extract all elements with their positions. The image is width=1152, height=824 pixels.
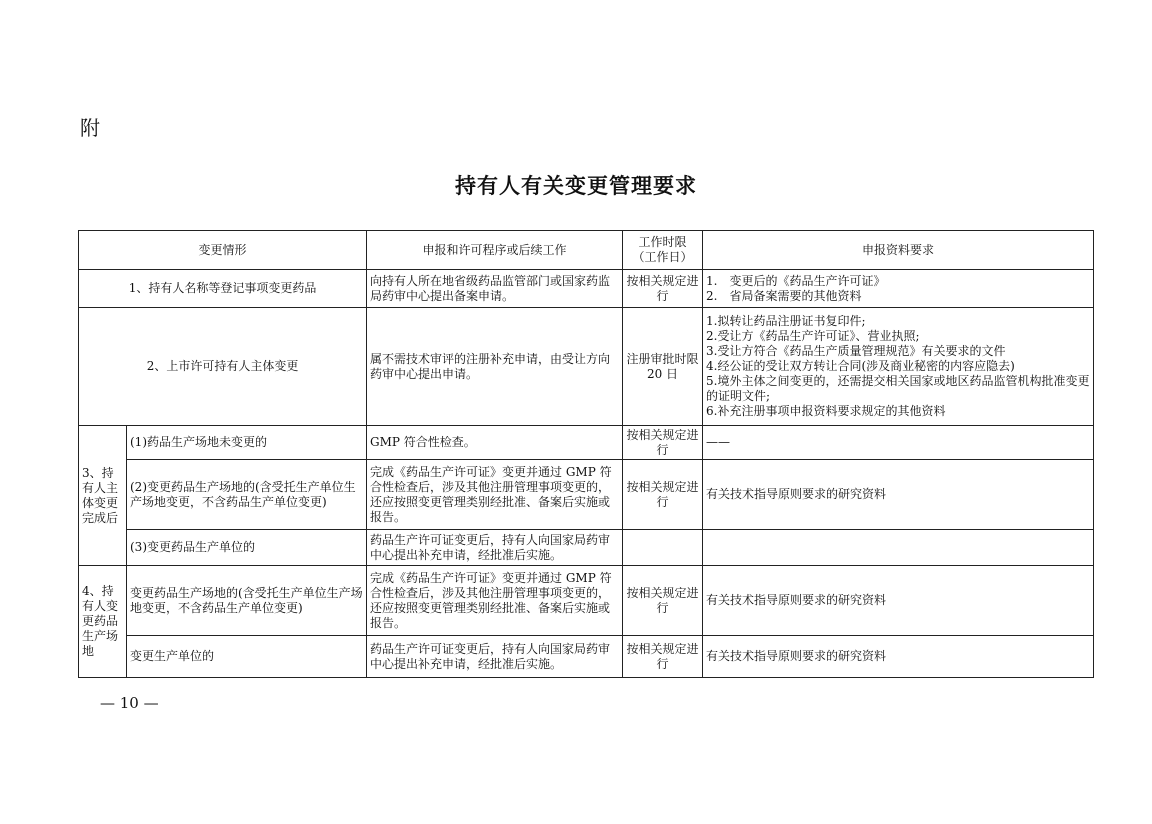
table-row (79, 530, 1094, 566)
group3-sub1-situation: (1)药品生产场地未变更的 (127, 426, 367, 460)
group4-label: 4、持有人变更药品生产场地 (79, 566, 127, 678)
row2-material-item: 4.经公证的受让双方转让合同(涉及商业秘密的内容应隐去) (706, 359, 1015, 373)
group4-sub2-materials: 有关技术指导原则要求的研究资料 (703, 636, 1094, 678)
row2-procedure: 属不需技术审评的注册补充申请，由受让方向药审中心提出申请。 (367, 308, 623, 426)
row1-time: 按相关规定进行 (623, 270, 703, 308)
table-row (79, 636, 1094, 678)
header-row (79, 231, 1094, 270)
table-row (79, 426, 1094, 460)
change-requirements-table (78, 230, 1094, 678)
row2-material-item: 2.受让方《药品生产许可证》、营业执照; (706, 329, 920, 343)
row1-procedure: 向持有人所在地省级药品监管部门或国家药监局药审中心提出备案申请。 (367, 270, 623, 308)
group4-sub1-situation: 变更药品生产场地的(含受托生产单位生产场地变更，不含药品生产单位变更) (127, 566, 367, 636)
table-row (79, 460, 1094, 530)
table-row (79, 270, 1094, 308)
row2-material-item: 5.境外主体之间变更的，还需提交相关国家或地区药品监管机构批准变更的证明文件; (706, 374, 1090, 403)
header-procedure: 申报和许可程序或后续工作 (367, 231, 623, 270)
header-time-line1: 工作时限 (638, 235, 687, 249)
row2-situation: 2、上市许可持有人主体变更 (79, 308, 367, 426)
group4-sub2-situation: 变更生产单位的 (127, 636, 367, 678)
page-number: — 10 — (100, 694, 159, 712)
group3-sub2-materials: 有关技术指导原则要求的研究资料 (703, 460, 1094, 530)
group4-sub1-time: 按相关规定进行 (623, 566, 703, 636)
group3-sub1-procedure: GMP 符合性检查。 (367, 426, 623, 460)
row2-material-item: 1.拟转让药品注册证书复印件; (706, 314, 866, 328)
group3-sub2-time: 按相关规定进行 (623, 460, 703, 530)
group3-sub3-materials (703, 530, 1094, 566)
table-row (79, 566, 1094, 636)
group3-label: 3、持有人主体变更完成后 (79, 426, 127, 566)
attachment-label: 附 (80, 116, 100, 140)
group3-sub3-situation: (3)变更药品生产单位的 (127, 530, 367, 566)
row1-materials (703, 270, 1094, 308)
header-situation: 变更情形 (79, 231, 367, 270)
row2-material-item: 3.受让方符合《药品生产质量管理规范》有关要求的文件 (706, 344, 1006, 358)
header-time (623, 231, 703, 270)
document-title: 持有人有关变更管理要求 (455, 174, 697, 198)
group4-sub1-procedure: 完成《药品生产许可证》变更并通过 GMP 符合性检查后，涉及其他注册管理事项变更的，还应按照变更管理类别经批准、备案后实施或报告。 (367, 566, 623, 636)
header-time-line2: （工作日） (632, 250, 693, 264)
group4-sub1-materials: 有关技术指导原则要求的研究资料 (703, 566, 1094, 636)
group4-sub2-procedure: 药品生产许可证变更后，持有人向国家局药审中心提出补充申请，经批准后实施。 (367, 636, 623, 678)
group3-sub2-situation: (2)变更药品生产场地的(含受托生产单位生产场地变更，不含药品生产单位变更) (127, 460, 367, 530)
row1-situation: 1、持有人名称等登记事项变更药品 (79, 270, 367, 308)
row2-materials (703, 308, 1094, 426)
row2-time: 注册审批时限 20 日 (623, 308, 703, 426)
header-materials: 申报资料要求 (703, 231, 1094, 270)
group3-sub1-time: 按相关规定进行 (623, 426, 703, 460)
row1-material-item: 1. 变更后的《药品生产许可证》 (706, 273, 886, 288)
group3-sub2-procedure: 完成《药品生产许可证》变更并通过 GMP 符合性检查后，涉及其他注册管理事项变更的，还应按照变更管理类别经批准、备案后实施或报告。 (367, 460, 623, 530)
row1-material-item: 2. 省局备案需要的其他资料 (706, 288, 862, 303)
table-row (79, 308, 1094, 426)
group3-sub1-materials: —— (703, 426, 1094, 460)
group3-sub3-time (623, 530, 703, 566)
row2-material-item: 6.补充注册事项申报资料要求规定的其他资料 (706, 404, 946, 418)
group4-sub2-time: 按相关规定进行 (623, 636, 703, 678)
group3-sub3-procedure: 药品生产许可证变更后，持有人向国家局药审中心提出补充申请，经批准后实施。 (367, 530, 623, 566)
